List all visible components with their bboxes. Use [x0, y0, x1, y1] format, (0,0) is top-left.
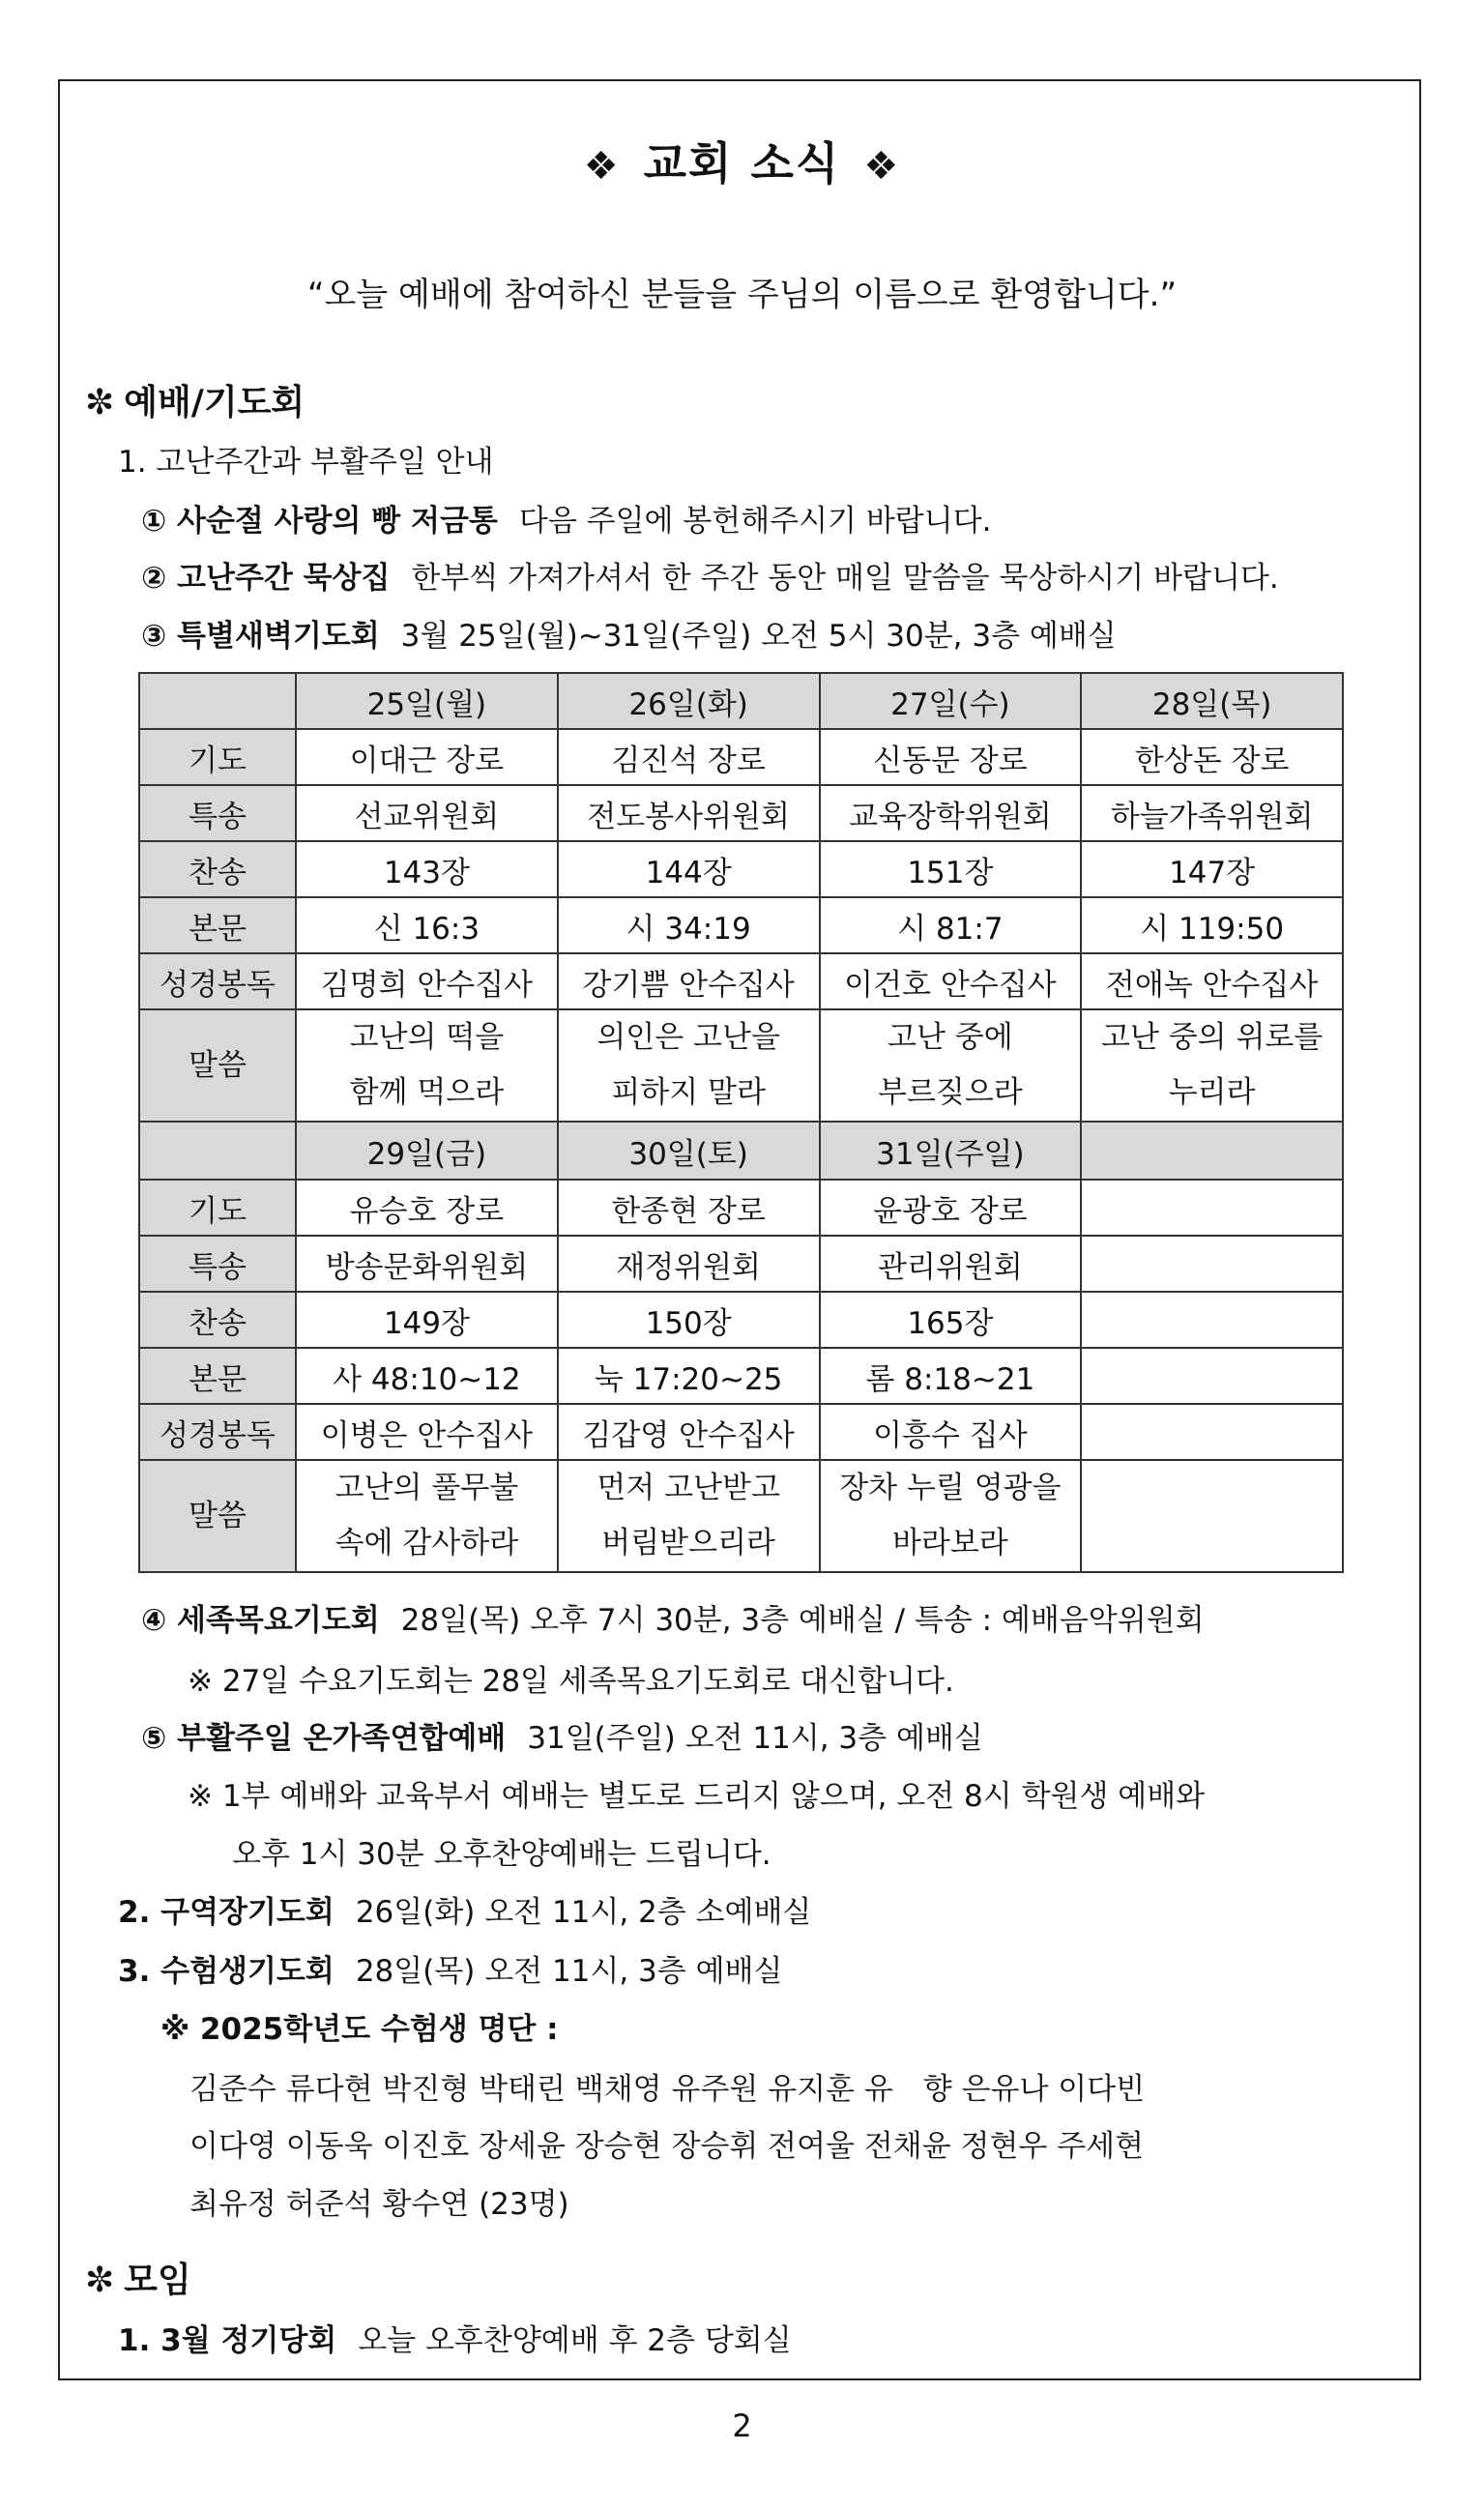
table-cell: 본문: [139, 1348, 296, 1404]
table-cell: 전도봉사위원회: [558, 785, 820, 841]
sub-item-dawn-prayer: ③ 특별새벽기도회 3월 25일(월)~31일(주일) 오전 5시 30분, 3층 예배실: [141, 619, 1117, 654]
asterisk-icon: ✼: [85, 2261, 115, 2300]
sub-item-lent-bank: ① 사순절 사랑의 빵 저금통 다음 주일에 봉헌해주시기 바랍니다.: [141, 504, 992, 539]
table-cell: [1081, 1292, 1343, 1348]
table-cell: 150장: [558, 1292, 820, 1348]
table-cell: 의인은 고난을 피하지 말라: [558, 1009, 820, 1122]
table-row: [139, 729, 1343, 785]
table-cell: 롬 8:18~21: [820, 1348, 1082, 1404]
table-cell: 성경봉독: [139, 1404, 296, 1460]
table-cell: [1081, 1180, 1343, 1236]
table-cell: 하늘가족위원회: [1081, 785, 1343, 841]
table-row: [139, 1122, 1343, 1180]
table-cell: 특송: [139, 785, 296, 841]
table-row: [139, 1348, 1343, 1404]
table-cell: [1081, 1404, 1343, 1460]
table-cell: 이흥수 집사: [820, 1404, 1082, 1460]
table-cell: 25일(월): [296, 673, 558, 729]
table-row: [139, 673, 1343, 729]
table-cell: 143장: [296, 841, 558, 897]
table-cell: 한상돈 장로: [1081, 729, 1343, 785]
table-cell: [139, 673, 296, 729]
exam-names-line: 김준수 류다현 박진형 박태린 백채영 유주원 유지훈 유 향 은유나 이다빈: [189, 2072, 1146, 2107]
table-cell: 특송: [139, 1236, 296, 1292]
ornament-icon: ❖: [863, 144, 901, 189]
table-cell: 29일(금): [296, 1122, 558, 1180]
table-cell: [1081, 1122, 1343, 1180]
item-district-leaders: 2. 구역장기도회 26일(화) 오전 11시, 2층 소예배실: [118, 1895, 812, 1930]
exam-list-heading: ※ 2025학년도 수험생 명단 :: [160, 2012, 559, 2047]
table-cell: 165장: [820, 1292, 1082, 1348]
table-cell: 찬송: [139, 1292, 296, 1348]
page-title: ❖ 교회 소식 ❖: [583, 137, 901, 190]
table-row: [139, 1180, 1343, 1236]
table-row: [139, 1009, 1343, 1122]
table-cell: 기도: [139, 729, 296, 785]
table-row: [139, 1460, 1343, 1572]
table-row: [139, 1292, 1343, 1348]
table-cell: 장차 누릴 영광을 바라보라: [820, 1460, 1082, 1572]
section-heading-meetings: ✼ 모임: [85, 2261, 191, 2300]
table-cell: 시 81:7: [820, 897, 1082, 953]
table-cell: 먼저 고난받고 버림받으리라: [558, 1460, 820, 1572]
note-wednesday: ※ 27일 수요기도회는 28일 세족목요기도회로 대신합니다.: [188, 1664, 954, 1699]
table-cell: 151장: [820, 841, 1082, 897]
table-cell: 전애녹 안수집사: [1081, 953, 1343, 1009]
table-cell: 149장: [296, 1292, 558, 1348]
table-cell: 찬송: [139, 841, 296, 897]
table-cell: 강기쁨 안수집사: [558, 953, 820, 1009]
table-cell: 27일(수): [820, 673, 1082, 729]
table-cell: 윤광호 장로: [820, 1180, 1082, 1236]
item-passion-week: 1. 고난주간과 부활주일 안내: [118, 445, 494, 480]
sub-item-maundy-thursday: ④ 세족목요기도회 28일(목) 오후 7시 30분, 3층 예배실 / 특송 : 예배음악위원회: [141, 1603, 1205, 1638]
table-cell: 방송문화위원회: [296, 1236, 558, 1292]
table-cell: 말씀: [139, 1009, 296, 1122]
table-cell: 본문: [139, 897, 296, 953]
asterisk-icon: ✼: [85, 383, 115, 423]
table-cell: 이건호 안수집사: [820, 953, 1082, 1009]
table-cell: 김진석 장로: [558, 729, 820, 785]
table-cell: 31일(주일): [820, 1122, 1082, 1180]
sub-item-easter-service: ⑤ 부활주일 온가족연합예배 31일(주일) 오전 11시, 3층 예배실: [141, 1721, 983, 1756]
table-cell: 사 48:10~12: [296, 1348, 558, 1404]
table-cell: 144장: [558, 841, 820, 897]
sub-item-devotional: ② 고난주간 묵상집 한부씩 가져가셔서 한 주간 동안 매일 말씀을 묵상하시기 바랍니다.: [141, 561, 1279, 596]
schedule-table: [138, 672, 1344, 1573]
table-cell: 고난의 떡을 함께 먹으라: [296, 1009, 558, 1122]
table-cell: 김명희 안수집사: [296, 953, 558, 1009]
table-cell: 기도: [139, 1180, 296, 1236]
section-heading-worship: ✼ 예배/기도회: [85, 383, 306, 423]
table-cell: 30일(토): [558, 1122, 820, 1180]
table-cell: 26일(화): [558, 673, 820, 729]
table-cell: 신동문 장로: [820, 729, 1082, 785]
table-cell: 한종현 장로: [558, 1180, 820, 1236]
table-row: [139, 841, 1343, 897]
table-cell: [1081, 1460, 1343, 1572]
item-exam-students: 3. 수험생기도회 28일(목) 오전 11시, 3층 예배실: [118, 1954, 783, 1989]
table-cell: 눅 17:20~25: [558, 1348, 820, 1404]
table-cell: 성경봉독: [139, 953, 296, 1009]
welcome-message: “오늘 예배에 참여하신 분들을 주님의 이름으로 환영합니다.”: [306, 276, 1178, 314]
exam-names-line: 최유정 허준석 황수연 (23명): [189, 2187, 569, 2222]
table-cell: 말씀: [139, 1460, 296, 1572]
table-cell: 관리위원회: [820, 1236, 1082, 1292]
table-cell: 교육장학위원회: [820, 785, 1082, 841]
table-row: [139, 1236, 1343, 1292]
note-easter-a: ※ 1부 예배와 교육부서 예배는 별도로 드리지 않으며, 오전 8시 학원생 예배와: [188, 1779, 1206, 1814]
table-cell: 신 16:3: [296, 897, 558, 953]
table-cell: 김갑영 안수집사: [558, 1404, 820, 1460]
item-session-meeting: 1. 3월 정기당회 오늘 오후찬양예배 후 2층 당회실: [118, 2323, 792, 2358]
table-cell: 고난의 풀무불 속에 감사하라: [296, 1460, 558, 1572]
table-cell: 147장: [1081, 841, 1343, 897]
table-cell: [139, 1122, 296, 1180]
page-number: 2: [732, 2407, 752, 2444]
table-cell: 이병은 안수집사: [296, 1404, 558, 1460]
table-row: [139, 785, 1343, 841]
exam-names-line: 이다영 이동욱 이진호 장세윤 장승현 장승휘 전여울 전채윤 정현우 주세현: [189, 2129, 1145, 2164]
table-cell: 시 119:50: [1081, 897, 1343, 953]
table-cell: 이대근 장로: [296, 729, 558, 785]
table-row: [139, 897, 1343, 953]
table-cell: [1081, 1236, 1343, 1292]
ornament-icon: ❖: [583, 144, 621, 189]
table-cell: 고난 중의 위로를 누리라: [1081, 1009, 1343, 1122]
table-cell: 고난 중에 부르짖으라: [820, 1009, 1082, 1122]
table-cell: 시 34:19: [558, 897, 820, 953]
table-cell: 28일(목): [1081, 673, 1343, 729]
note-easter-b: 오후 1시 30분 오후찬양예배는 드립니다.: [232, 1837, 771, 1872]
table-row: [139, 953, 1343, 1009]
table-cell: 선교위원회: [296, 785, 558, 841]
table-cell: 재정위원회: [558, 1236, 820, 1292]
table-cell: 유승호 장로: [296, 1180, 558, 1236]
table-cell: [1081, 1348, 1343, 1404]
table-row: [139, 1404, 1343, 1460]
